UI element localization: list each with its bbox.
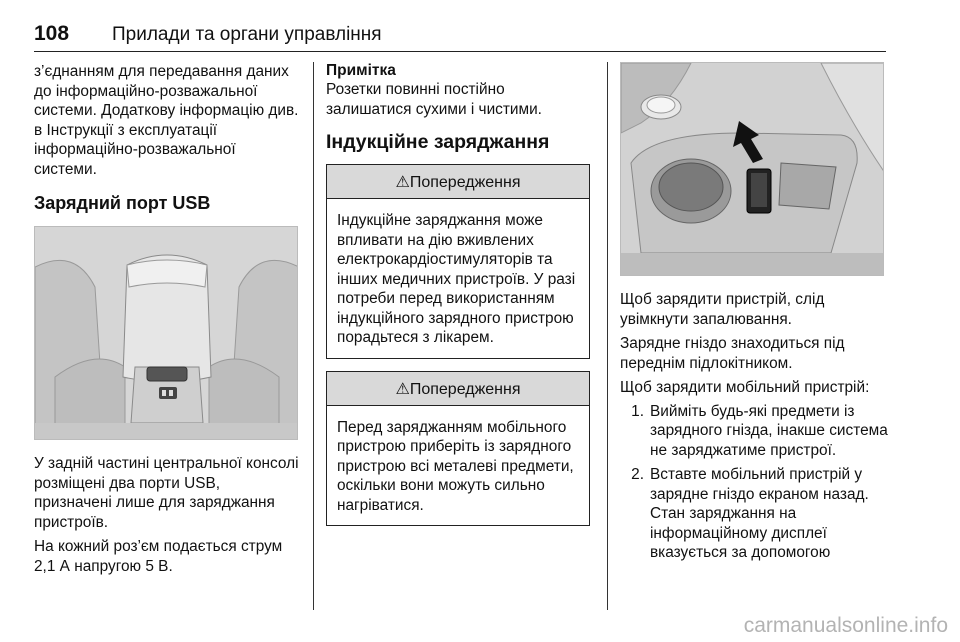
column-divider bbox=[313, 62, 314, 610]
warning-header bbox=[327, 165, 589, 199]
step-text: Вставте мобільний пристрій у зарядне гніздо екраном назад. Стан заряджання на інформаційному дисплеї вказується за допомогою bbox=[650, 466, 869, 561]
usb-heading: Зарядний порт USB bbox=[34, 193, 211, 213]
steps-intro: Щоб зарядити мобільний пристрій: bbox=[620, 379, 870, 396]
step-number: 2. bbox=[631, 466, 644, 483]
step-text: Вийміть будь-які предмети із зарядного гнізда, інакше система не заряджатиме пристрої. bbox=[650, 402, 888, 459]
page-title: Прилади та органи управління bbox=[112, 24, 382, 45]
warning-text: Перед заряджанням мобільного пристрою приберіть із зарядного пристрою всі металеві предмети, оскільки вони можуть сильно нагріватися. bbox=[337, 418, 574, 514]
page-number: 108 bbox=[34, 22, 70, 45]
warning-icon: ⚠ bbox=[395, 174, 410, 191]
intro-paragraph: з’єднанням для передавання даних до інформаційно-розважальної системи. Додаткову інформацію див. в Інструкції з експлуатації інформаційно-розважальної системи. bbox=[34, 63, 299, 178]
warning-text: Індукційне заряджання може впливати на дію вживлених електрокардіостимуляторів та інших медичних пристроїв. У разі потреби перед використанням індукційного зарядного пристрою порадьтеся з лікарем. bbox=[337, 212, 576, 346]
slot-location-paragraph: Зарядне гніздо знаходиться під переднім підлокітником. bbox=[620, 335, 845, 372]
inductive-charging-heading: Індукційне заряджання bbox=[326, 131, 550, 153]
warning-header bbox=[327, 372, 589, 406]
list-item bbox=[620, 465, 888, 563]
column-divider bbox=[607, 62, 608, 610]
usb-current-info: На кожний роз’єм подається струм 2,1 А напругою 5 В. bbox=[34, 538, 283, 575]
charging-slot-figure bbox=[620, 62, 884, 276]
column-left bbox=[34, 62, 300, 576]
warning-title: Попередження bbox=[409, 380, 521, 398]
page-header bbox=[34, 18, 886, 52]
rear-console-illustration bbox=[35, 227, 298, 440]
ignition-paragraph: Щоб зарядити пристрій, слід увімкнути запалювання. bbox=[620, 291, 825, 328]
watermark: carmanualsonline.info bbox=[743, 614, 948, 637]
charging-steps-list bbox=[620, 402, 888, 563]
warning-box-pacemaker bbox=[326, 164, 590, 359]
column-right bbox=[620, 62, 888, 563]
step-number: 1. bbox=[631, 402, 644, 420]
column-middle bbox=[326, 62, 594, 526]
front-console-illustration bbox=[621, 63, 884, 276]
warning-box-metal bbox=[326, 371, 590, 527]
list-item bbox=[620, 402, 888, 461]
usb-port-figure bbox=[34, 226, 298, 440]
note-text: Розетки повинні постійно залишатися сухими і чистими. bbox=[326, 81, 542, 118]
usb-caption: У задній частині центральної консолі розміщені два порти USB, призначені лише для заряджання пристроїв. bbox=[34, 455, 299, 531]
note-title: Примітка bbox=[326, 62, 396, 79]
warning-title: Попередження bbox=[409, 174, 521, 191]
warning-icon: ⚠ bbox=[395, 380, 410, 398]
